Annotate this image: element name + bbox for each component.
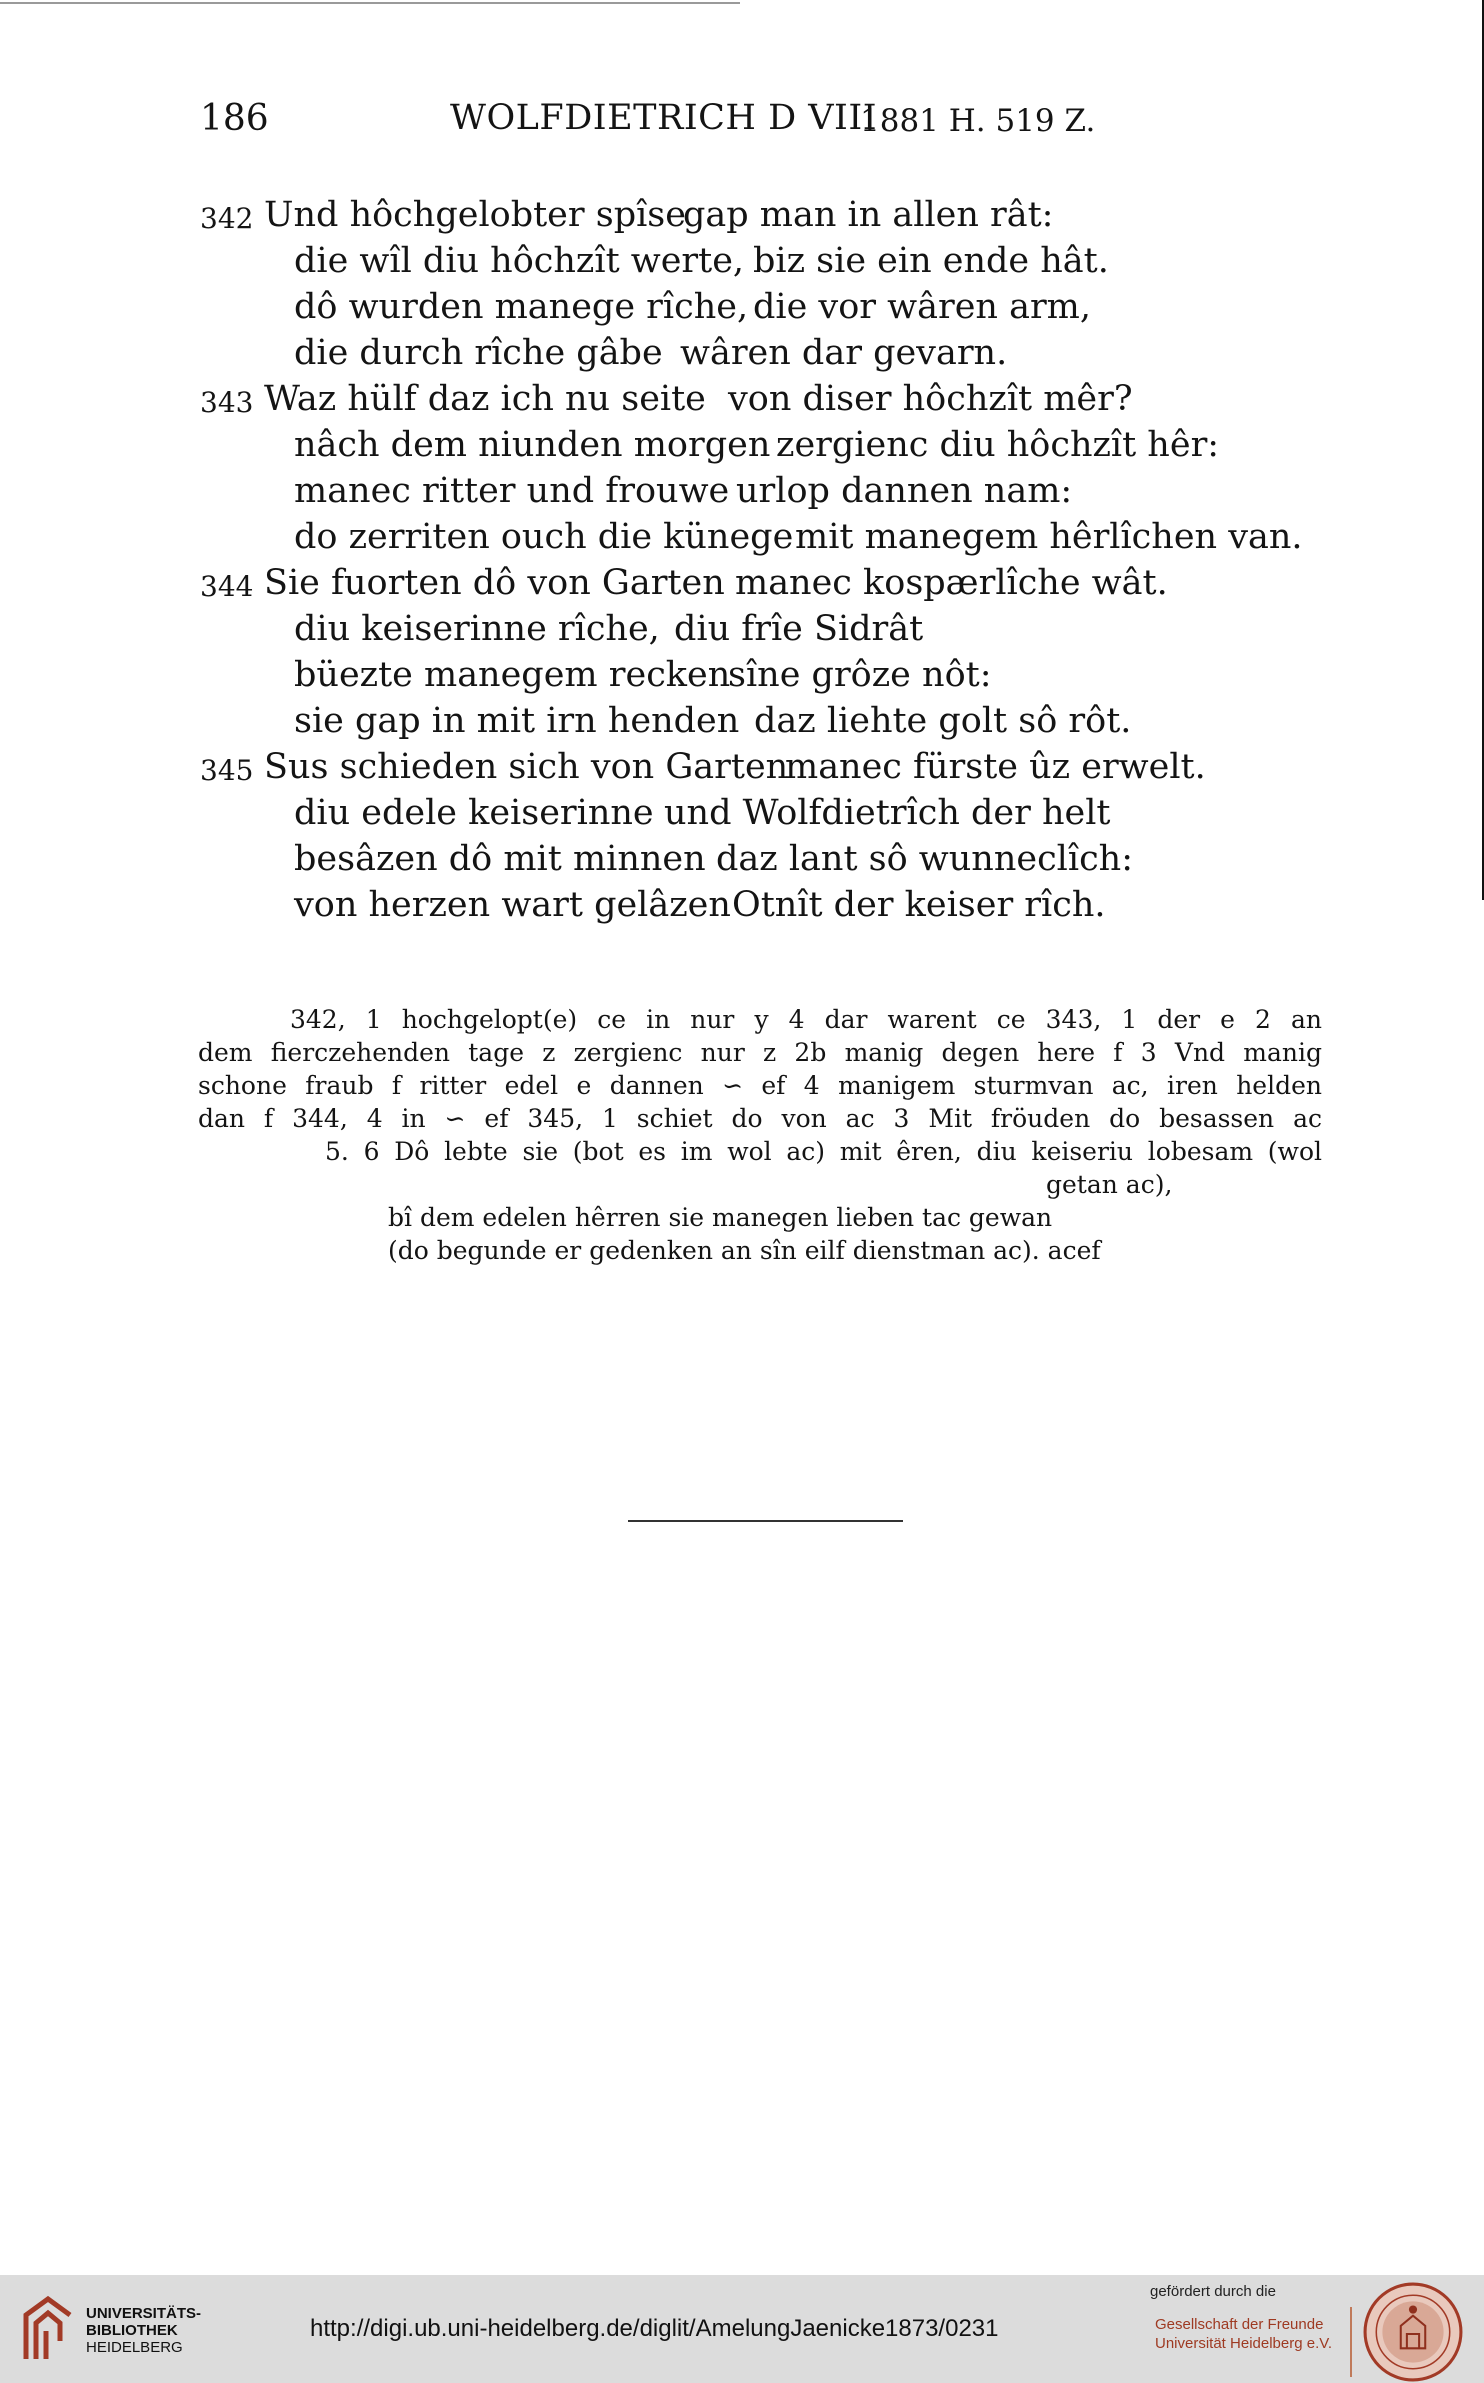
sponsor-line: Universität Heidelberg e.V. xyxy=(1155,2335,1333,2352)
verse-second-half: daz lant sô wunneclîch: xyxy=(716,839,1134,879)
manuscript-reference: 1881 H. 519 Z. xyxy=(860,103,1096,139)
verse-first-half: Sie fuorten dô von Garten xyxy=(264,563,725,603)
library-name-line: UNIVERSITÄTS- xyxy=(86,2305,202,2322)
verse-first-half: die durch rîche gâbe xyxy=(294,333,663,373)
verse-second-half: sîne grôze nôt: xyxy=(728,655,992,695)
verse-line xyxy=(294,885,1294,931)
verse-second-half: Otnît der keiser rîch. xyxy=(732,885,1106,925)
verse-line xyxy=(200,379,1200,425)
library-logo-icon xyxy=(18,2293,78,2365)
verse-second-half: mit manegem hêrlîchen van. xyxy=(795,517,1303,557)
verse-line xyxy=(294,701,1294,747)
permalink-url[interactable]: http://digi.ub.uni-heidelberg.de/diglit/AmelungJaenicke1873/0231 xyxy=(310,2315,999,2342)
verse-second-half: zergienc diu hôchzît hêr: xyxy=(776,425,1220,465)
stanza-number: 343 xyxy=(200,386,254,419)
verse-first-half: büezte manegem recken xyxy=(294,655,731,695)
verse-second-half: manec fürste ûz erwelt. xyxy=(785,747,1206,787)
verse-second-half: biz sie ein ende hât. xyxy=(753,241,1109,281)
verse-line xyxy=(294,333,1194,379)
verse-first-half: nâch dem niunden morgen xyxy=(294,425,771,465)
verse-first-half: dô wurden manege rîche, xyxy=(294,287,749,327)
verse-line xyxy=(294,241,1194,287)
verse-second-half: von diser hôchzît mêr? xyxy=(728,379,1133,419)
verse-line xyxy=(294,655,1294,701)
end-rule xyxy=(628,1520,903,1522)
footer-divider xyxy=(1350,2307,1352,2377)
apparatus-line: dan f 344, 4 in ∽ ef 345, 1 schiet do von ac 3 Mit fröuden do besassen ac xyxy=(198,1104,1322,1133)
verse-line xyxy=(200,195,1100,241)
sponsor-caption: gefördert durch die xyxy=(1150,2283,1276,2300)
sponsor-name xyxy=(1155,2315,1332,2353)
stanza-number: 344 xyxy=(200,570,254,603)
library-name-line: HEIDELBERG xyxy=(86,2339,183,2356)
verse-line xyxy=(294,287,1194,333)
verse-line xyxy=(294,517,1303,563)
apparatus-line: dem fierczehenden tage z zergienc nur z 2b manig degen here f 3 Vnd manig xyxy=(198,1038,1322,1067)
verse-first-half: sie gap in mit irn henden xyxy=(294,701,740,741)
verse-second-half: daz liehte golt sô rôt. xyxy=(754,701,1132,741)
apparatus-line: schone fraub f ritter edel e dannen ∽ ef 4 manigem sturmvan ac, iren helden xyxy=(198,1071,1322,1100)
verse-second-half: urlop dannen nam: xyxy=(736,471,1073,511)
verse-second-half: gap man in allen rât: xyxy=(683,195,1054,235)
university-seal-icon xyxy=(1362,2281,1464,2383)
page-header xyxy=(200,98,1200,158)
sponsor-line: Gesellschaft der Freunde xyxy=(1155,2316,1324,2333)
verse-line xyxy=(200,563,1200,609)
library-name-line: BIBLIOTHEK xyxy=(86,2322,178,2339)
apparatus-line: 5. 6 Dô lebte sie (bot es im wol ac) mit êren, diu keiseriu lobesam (wol xyxy=(325,1137,1322,1166)
verse-first-half: do zerriten ouch die künege xyxy=(294,517,794,557)
apparatus-line: (do begunde er gedenken an sîn eilf dienstman ac). acef xyxy=(388,1236,1101,1265)
verse-first-half: besâzen dô mit minnen xyxy=(294,839,706,879)
verse-line xyxy=(294,471,1294,517)
apparatus-line: 342, 1 hochgelopt(e) ce in nur y 4 dar warent ce 343, 1 der e 2 an xyxy=(290,1005,1322,1034)
verse-second-half: wâren dar gevarn. xyxy=(680,333,1008,373)
verse-line xyxy=(294,609,1294,655)
verse-first-half: Und hôchgelobter spîse xyxy=(264,195,686,235)
verse-line xyxy=(294,793,1294,839)
verse-line xyxy=(294,839,1294,885)
running-title: WOLFDIETRICH D VIII xyxy=(450,98,878,138)
apparatus-line: bî dem edelen hêrren sie manegen lieben tac gewan xyxy=(388,1203,1053,1232)
library-name xyxy=(86,2305,201,2356)
verse-line xyxy=(294,425,1294,471)
verse-first-half: Waz hülf daz ich nu seite xyxy=(264,379,706,419)
stanza-number: 342 xyxy=(200,202,254,235)
verse-first-half: diu keiserinne rîche, xyxy=(294,609,660,649)
verse-first-half: von herzen wart gelâzen xyxy=(294,885,731,925)
verse-second-half: und Wolfdietrîch der helt xyxy=(664,793,1111,833)
verse-second-half: manec kospærlîche wât. xyxy=(735,563,1168,603)
scan-edge-line xyxy=(0,2,740,4)
apparatus-line: getan ac), xyxy=(1046,1170,1173,1199)
verse-first-half: die wîl diu hôchzît werte, xyxy=(294,241,745,281)
verse-line xyxy=(200,747,1206,793)
stanza-number: 345 xyxy=(200,754,254,787)
verse-second-half: die vor wâren arm, xyxy=(753,287,1091,327)
verse-first-half: Sus schieden sich von Garten xyxy=(264,747,789,787)
page-number: 186 xyxy=(200,98,269,139)
verse-second-half: diu frîe Sidrât xyxy=(674,609,924,649)
verse-first-half: manec ritter und frouwe xyxy=(294,471,730,511)
verse-first-half: diu edele keiserinne xyxy=(294,793,654,833)
digitization-footer xyxy=(0,2275,1484,2383)
